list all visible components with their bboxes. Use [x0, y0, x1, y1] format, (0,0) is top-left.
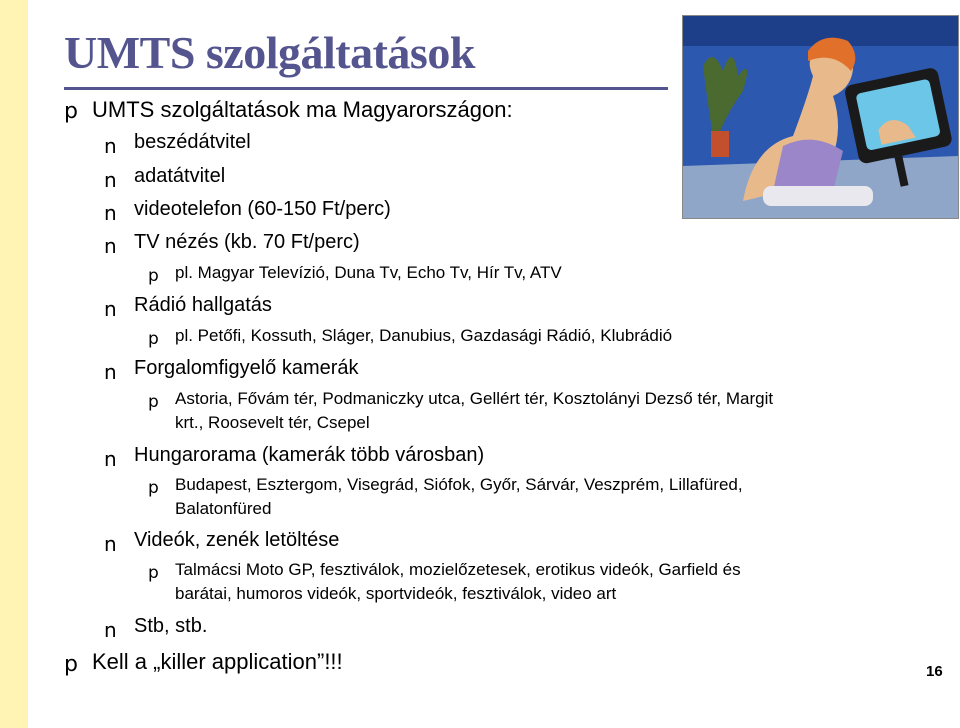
- sub-list-item: Talmácsi Moto GP, fesztiválok, mozielőzetesek, erotikus videók, Garfield és: [175, 560, 741, 579]
- list-item: Videók, zenék letöltése: [134, 529, 340, 551]
- page-number: 16: [926, 663, 943, 680]
- bullet-marker-l3: p: [148, 266, 159, 286]
- bullet-marker-l3: p: [148, 392, 159, 412]
- bullet-marker-l2: n: [104, 360, 117, 384]
- list-item: TV nézés (kb. 70 Ft/perc): [134, 231, 360, 253]
- bullet-marker-l3: p: [148, 478, 159, 498]
- list-item: adatátvitel: [134, 165, 226, 187]
- list-item: Hungarorama (kamerák több városban): [134, 444, 485, 466]
- bullet-marker-l2: n: [104, 447, 117, 471]
- sub-list-item-continued: krt., Roosevelt tér, Csepel: [175, 413, 370, 432]
- bullet-marker-l2: n: [104, 234, 117, 258]
- sub-list-item-continued: barátai, humoros videók, sportvideók, fesztiválok, video art: [175, 584, 617, 603]
- closing-text: Kell a „killer application”!!!: [92, 649, 343, 674]
- bullet-marker-l2: n: [104, 168, 117, 192]
- bullet-marker-l1: p: [64, 99, 78, 124]
- list-item: Rádió hallgatás: [134, 294, 272, 316]
- sub-list-item: pl. Petőfi, Kossuth, Sláger, Danubius, Gazdasági Rádió, Klubrádió: [175, 326, 673, 345]
- bullet-marker-l2: n: [104, 618, 117, 642]
- bullet-marker-l3: p: [148, 563, 159, 583]
- sub-list-item: Budapest, Esztergom, Visegrád, Siófok, Győr, Sárvár, Veszprém, Lillafüred,: [175, 475, 743, 494]
- slide-title: UMTS szolgáltatások: [64, 27, 475, 78]
- list-item: beszédátvitel: [134, 131, 251, 153]
- list-item: Stb, stb.: [134, 615, 208, 637]
- list-item: videotelefon (60-150 Ft/perc): [134, 198, 391, 220]
- bullet-marker-l1: p: [64, 652, 78, 677]
- list-item: Forgalomfigyelő kamerák: [134, 357, 359, 379]
- sub-list-item: pl. Magyar Televízió, Duna Tv, Echo Tv, Hír Tv, ATV: [175, 263, 562, 282]
- sub-list-item: Astoria, Fővám tér, Podmaniczky utca, Gellért tér, Kosztolányi Dezső tér, Margit: [175, 389, 774, 408]
- sub-list-item-continued: Balatonfüred: [175, 499, 272, 518]
- bullet-marker-l2: n: [104, 297, 117, 321]
- bullet-marker-l2: n: [104, 532, 117, 556]
- bullet-marker-l2: n: [104, 134, 117, 158]
- intro-text: UMTS szolgáltatások ma Magyarországon:: [92, 97, 513, 122]
- bullet-marker-l3: p: [148, 329, 159, 349]
- bullet-marker-l2: n: [104, 201, 117, 225]
